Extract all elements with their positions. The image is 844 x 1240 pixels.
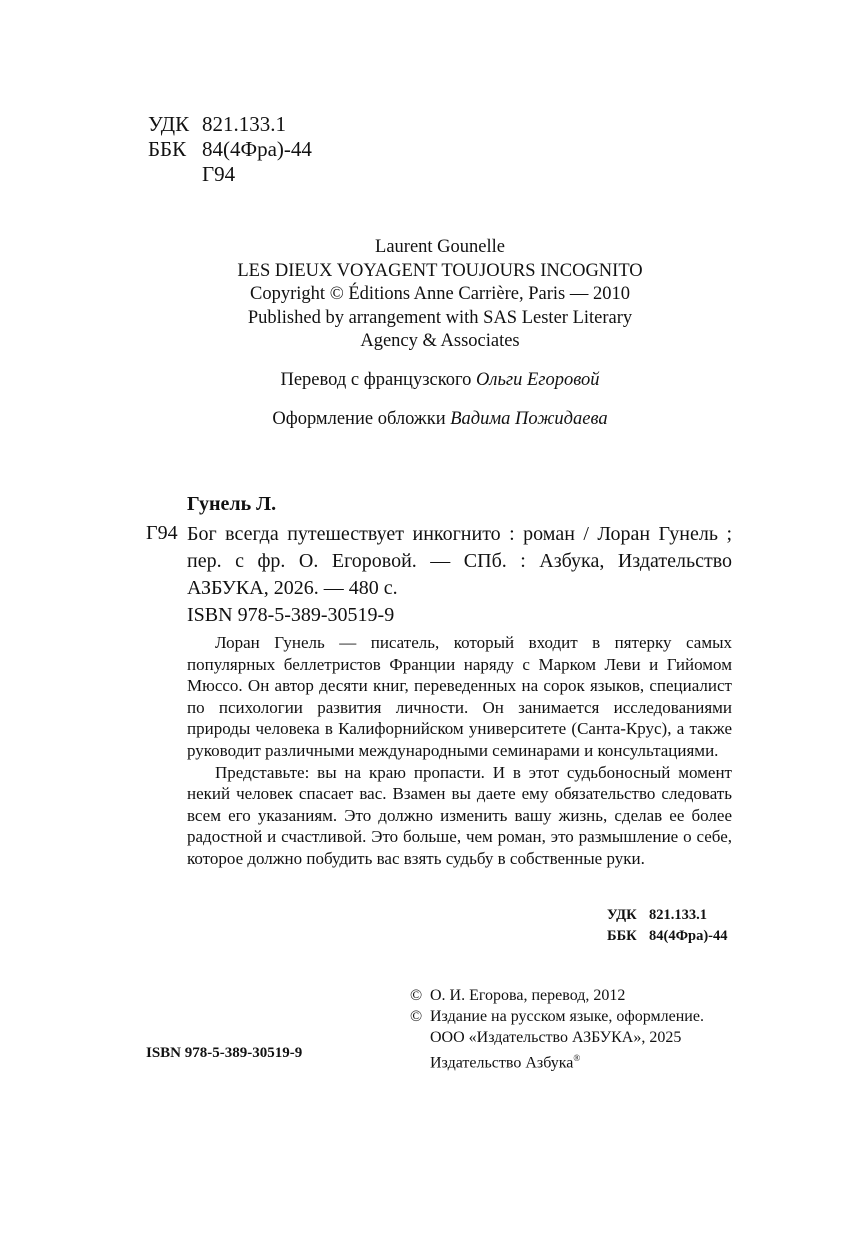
arrangement-line-2: Agency & Associates [360,331,520,351]
bib-description-text: Бог всегда путешествует инкогнито : роман / Лоран Гунель ; пер. с фр. О. Егоровой. — СПб. : Азбука, Издательство АЗБУКА, 2026. — 480 с. [187,523,732,599]
bib-isbn: ISBN 978-5-389-30519-9 [187,604,395,626]
isbn-footer: ISBN 978-5-389-30519-9 [146,1045,303,1061]
classification-bottom [607,905,728,947]
udk-label: УДК [148,112,190,136]
copyright-notices [410,985,704,1073]
udk-bottom-label: УДК [607,907,637,923]
copyright-edition [410,1006,704,1027]
original-rights [120,236,760,354]
udk-bottom-row [607,905,728,926]
copyright-translation [410,985,704,1006]
bibliographic-description [187,521,732,629]
bbk-bottom-row [607,926,728,947]
bbk-bottom-label: ББК [607,928,637,944]
translator-name: Ольги Егоровой [476,370,600,390]
bbk-value: 84(4Фра)-44 [202,137,312,161]
udk-value: 821.133.1 [202,112,286,136]
copyright-symbol: © [410,1008,423,1025]
original-title: LES DIEUX VOYAGENT TOUJOURS INCOGNITO [237,260,643,281]
entry-author-mark: Г94 [146,522,178,544]
annotation-paragraph-1: Лоран Гунель — писатель, который входит в пятерку самых популярных беллетристов Франции наряду с Марком Леви и Гийомом Мюссо. Он автор десяти книг, переведенных на сорок языков, специалист по психологии развития личности. Он занимается исследованиями природы человека в Калифорнийском университете (Санта-Крус), а также руководит различными международными семинарами и консультациями. [187,633,732,760]
copyright-symbol: © [410,987,423,1004]
copyright-edition-text-1: Издание на русском языке, оформление. [430,1008,704,1025]
translation-label: Перевод с французского [280,370,472,390]
classification-top [148,112,312,187]
udk-bottom-value: 821.133.1 [649,907,707,923]
arrangement-line-1: Published by arrangement with SAS Lester Literary [247,307,633,328]
annotation-paragraph-2: Представьте: вы на краю пропасти. И в этот судьбоносный момент некий человек спасает вас. Взамен вы даете ему обязательство следовать всем его указаниям. Это должно изменить вашу жизнь, сделав ее более радостной и счастливой. Это больше, чем роман, это размышление о себе, которое должно побудить вас взять судьбу в собственные руки. [187,762,732,868]
cover-label: Оформление обложки [272,409,446,429]
bbk-row [148,137,312,162]
original-author: Laurent Gounelle [375,237,505,257]
bbk-label: ББК [148,137,187,161]
translation-credit [120,368,760,392]
annotation [187,632,732,870]
copyright-edition-text-2: ООО «Издательство АЗБУКА», 2025 [430,1029,682,1046]
registered-mark: ® [573,1053,581,1063]
cover-credit [120,407,760,431]
bbk-bottom-value: 84(4Фра)-44 [649,928,728,944]
copyright-edition-text-3: Издательство Азбука [430,1054,574,1072]
entry-author-heading: Гунель Л. [187,493,277,515]
udk-row [148,112,312,137]
copyright-edition-line-3 [410,1048,704,1073]
original-copyright: Copyright © Éditions Anne Carrière, Paris — 2010 [250,284,630,304]
author-mark: Г94 [202,162,236,186]
copyright-translation-text: О. И. Егорова, перевод, 2012 [430,987,626,1004]
designer-name: Вадима Пожидаева [450,409,608,429]
